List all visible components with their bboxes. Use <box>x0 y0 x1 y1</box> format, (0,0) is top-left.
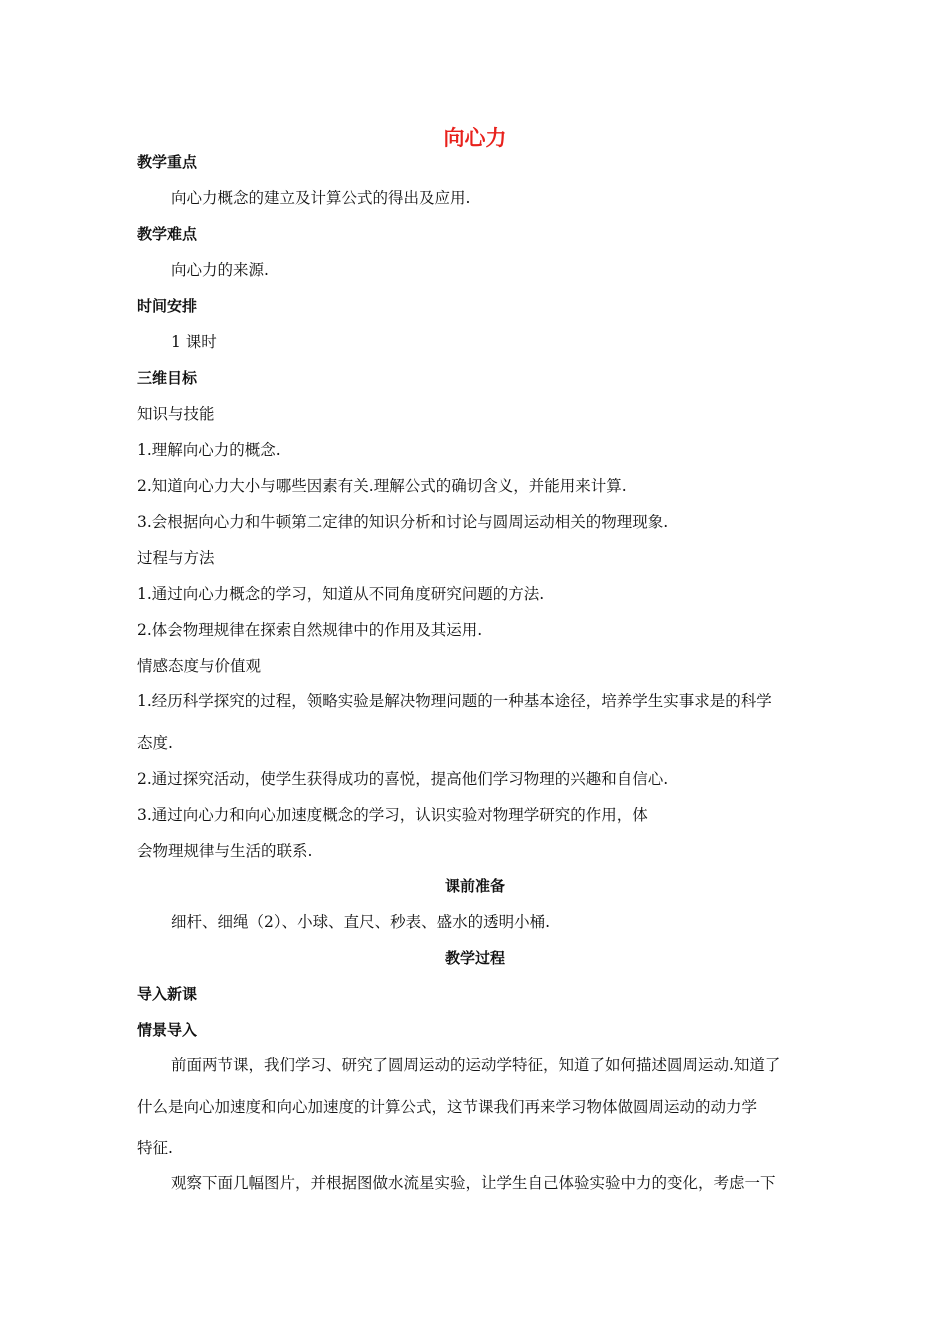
schedule-text: 1 课时 <box>171 333 217 351</box>
list-item: 3.会根据向心力和牛顿第二定律的知识分析和讨论与圆周运动相关的物理现象. <box>137 513 669 531</box>
subheading-knowledge: 知识与技能 <box>137 405 215 423</box>
list-item: 2.通过探究活动，使学生获得成功的喜悦，提高他们学习物理的兴趣和自信心. <box>137 770 669 788</box>
list-item: 1.经历科学探究的过程，领略实验是解决物理问题的一种基本途径，培养学生实事求是的科学 <box>137 692 772 710</box>
paragraph-line: 什么是向心加速度和向心加速度的计算公式，这节课我们再来学习物体做圆周运动的动力学 <box>137 1098 758 1116</box>
heading-intro: 导入新课 <box>137 985 198 1003</box>
heading-difficulties: 教学难点 <box>137 225 198 243</box>
paragraph-line: 特征. <box>137 1139 173 1157</box>
subheading-process: 过程与方法 <box>137 549 215 567</box>
subheading-emotion: 情感态度与价值观 <box>137 657 262 675</box>
list-item: 3.通过向心力和向心加速度概念的学习，认识实验对物理学研究的作用，体 <box>137 806 648 824</box>
list-item: 1.理解向心力的概念. <box>137 441 281 459</box>
key-points-text: 向心力概念的建立及计算公式的得出及应用. <box>171 189 471 207</box>
paragraph-line: 前面两节课，我们学习、研究了圆周运动的运动学特征，知道了如何描述圆周运动.知道了 <box>171 1056 781 1074</box>
list-item-continued: 态度. <box>137 734 173 752</box>
list-item: 1.通过向心力概念的学习，知道从不同角度研究问题的方法. <box>137 585 545 603</box>
paragraph-line: 观察下面几幅图片，并根据图做水流星实验，让学生自己体验实验中力的变化，考虑一下 <box>171 1174 776 1192</box>
heading-key-points: 教学重点 <box>137 153 198 171</box>
heading-objectives: 三维目标 <box>137 369 198 387</box>
heading-preparation: 课前准备 <box>444 877 505 895</box>
list-item: 2.知道向心力大小与哪些因素有关.理解公式的确切含义，并能用来计算. <box>137 477 627 495</box>
heading-scenario: 情景导入 <box>137 1021 198 1039</box>
difficulties-text: 向心力的来源. <box>171 261 269 279</box>
heading-schedule: 时间安排 <box>137 297 198 315</box>
list-item-continued: 会物理规律与生活的联系. <box>137 842 313 860</box>
page-title: 向心力 <box>443 126 507 150</box>
heading-process: 教学过程 <box>444 949 505 967</box>
preparation-text: 细杆、细绳（2）、小球、直尺、秒表、盛水的透明小桶. <box>171 913 551 931</box>
list-item: 2.体会物理规律在探索自然规律中的作用及其运用. <box>137 621 483 639</box>
